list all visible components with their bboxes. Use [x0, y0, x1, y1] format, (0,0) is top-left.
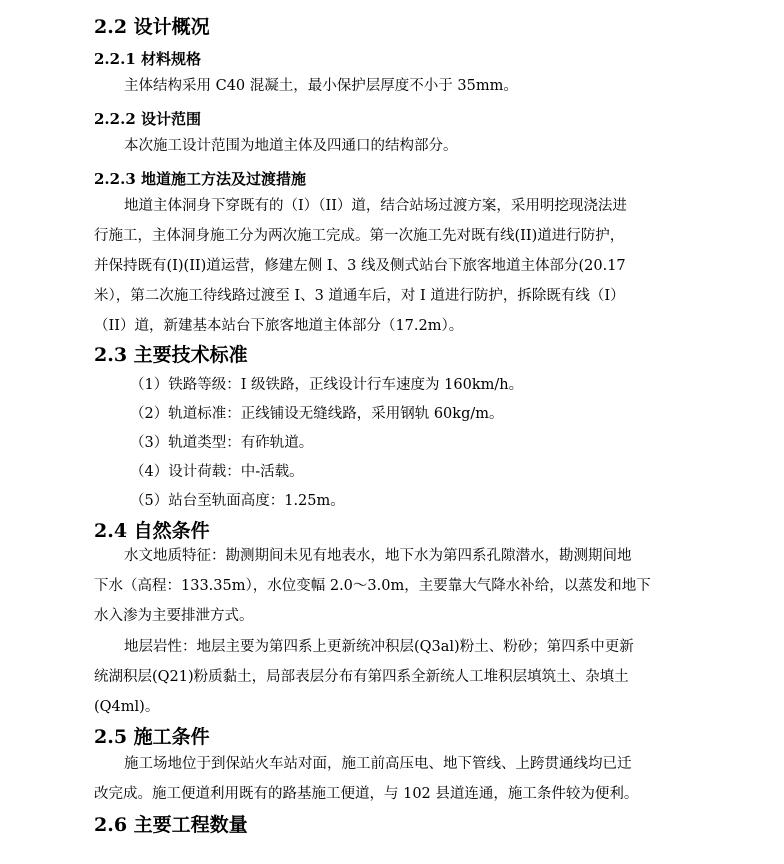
text-line: 并保持既有(I)(II)道运营，修建左侧 I、3 线及侧式站台下旅客地道主体部分(20.17 — [94, 258, 626, 274]
text-line: 行施工，主体洞身施工分为两次施工完成。第一次施工先对既有线(II)道进行防护， — [94, 228, 625, 244]
text-line: 统湖积层(Q21)粉质黏土，局部表层分布有第四系全新统人工堆积层填筑土、杂填土 — [94, 669, 629, 685]
paragraph-hydrogeology — [94, 541, 690, 631]
heading-2-6: 2.6 主要工程数量 — [94, 814, 248, 836]
text-line: 本次施工设计范围为地道主体及四通口的结构部分。 — [124, 138, 458, 154]
paragraph-material-spec — [94, 71, 690, 101]
heading-2-2-2: 2.2.2 设计范围 — [94, 110, 201, 128]
text-line: 施工场地位于到保站火车站对面，施工前高压电、地下管线、上跨贯通线均已迁 — [124, 756, 632, 772]
text-line: 下水（高程：133.35m），水位变幅 2.0～3.0m，主要靠大气降水补给，以蒸发和地下 — [94, 578, 651, 594]
list-item: （1）铁路等级：I 级铁路，正线设计行车速度为 160km/h。 — [130, 377, 524, 393]
paragraph-stratigraphy — [94, 632, 690, 722]
list-item: （3）轨道类型：有砟轨道。 — [130, 435, 314, 451]
heading-2-4: 2.4 自然条件 — [94, 520, 210, 542]
text-line: 主体结构采用 C40 混凝土，最小保护层厚度不小于 35mm。 — [124, 78, 518, 94]
text-line: 水文地质特征：勘测期间未见有地表水，地下水为第四系孔隙潜水，勘测期间地 — [124, 548, 632, 564]
text-line: 米），第二次施工待线路过渡至 I、3 道通车后，对 I 道进行防护，拆除既有线（I） — [94, 288, 625, 304]
heading-2-2: 2.2 设计概况 — [94, 16, 210, 38]
list-item: （5）站台至轨面高度：1.25m。 — [130, 493, 345, 509]
text-line: 地层岩性：地层主要为第四系上更新统冲积层(Q3al)粉土、粉砂；第四系中更新 — [124, 639, 634, 655]
text-line: 水入渗为主要排泄方式。 — [94, 608, 254, 624]
text-line: 改完成。施工便道利用既有的路基施工便道，与 102 县道连通，施工条件较为便利。 — [94, 786, 639, 802]
paragraph-site-conditions — [94, 749, 690, 809]
list-item: （2）轨道标准：正线铺设无缝线路，采用钢轨 60kg/m。 — [130, 406, 504, 422]
text-line: (Q4ml)。 — [94, 699, 160, 715]
heading-2-2-3: 2.2.3 地道施工方法及过渡措施 — [94, 170, 306, 188]
heading-2-2-1: 2.2.1 材料规格 — [94, 50, 201, 68]
list-item: （4）设计荷载：中-活载。 — [130, 464, 304, 480]
paragraph-construction-method — [94, 191, 690, 341]
heading-2-3: 2.3 主要技术标准 — [94, 344, 248, 366]
heading-2-5: 2.5 施工条件 — [94, 726, 210, 748]
paragraph-design-scope — [94, 131, 690, 161]
text-line: 地道主体洞身下穿既有的（I）（II）道，结合站场过渡方案，采用明挖现浇法进 — [124, 198, 627, 214]
text-line: （II）道，新建基本站台下旅客地道主体部分（17.2m）。 — [94, 318, 464, 334]
